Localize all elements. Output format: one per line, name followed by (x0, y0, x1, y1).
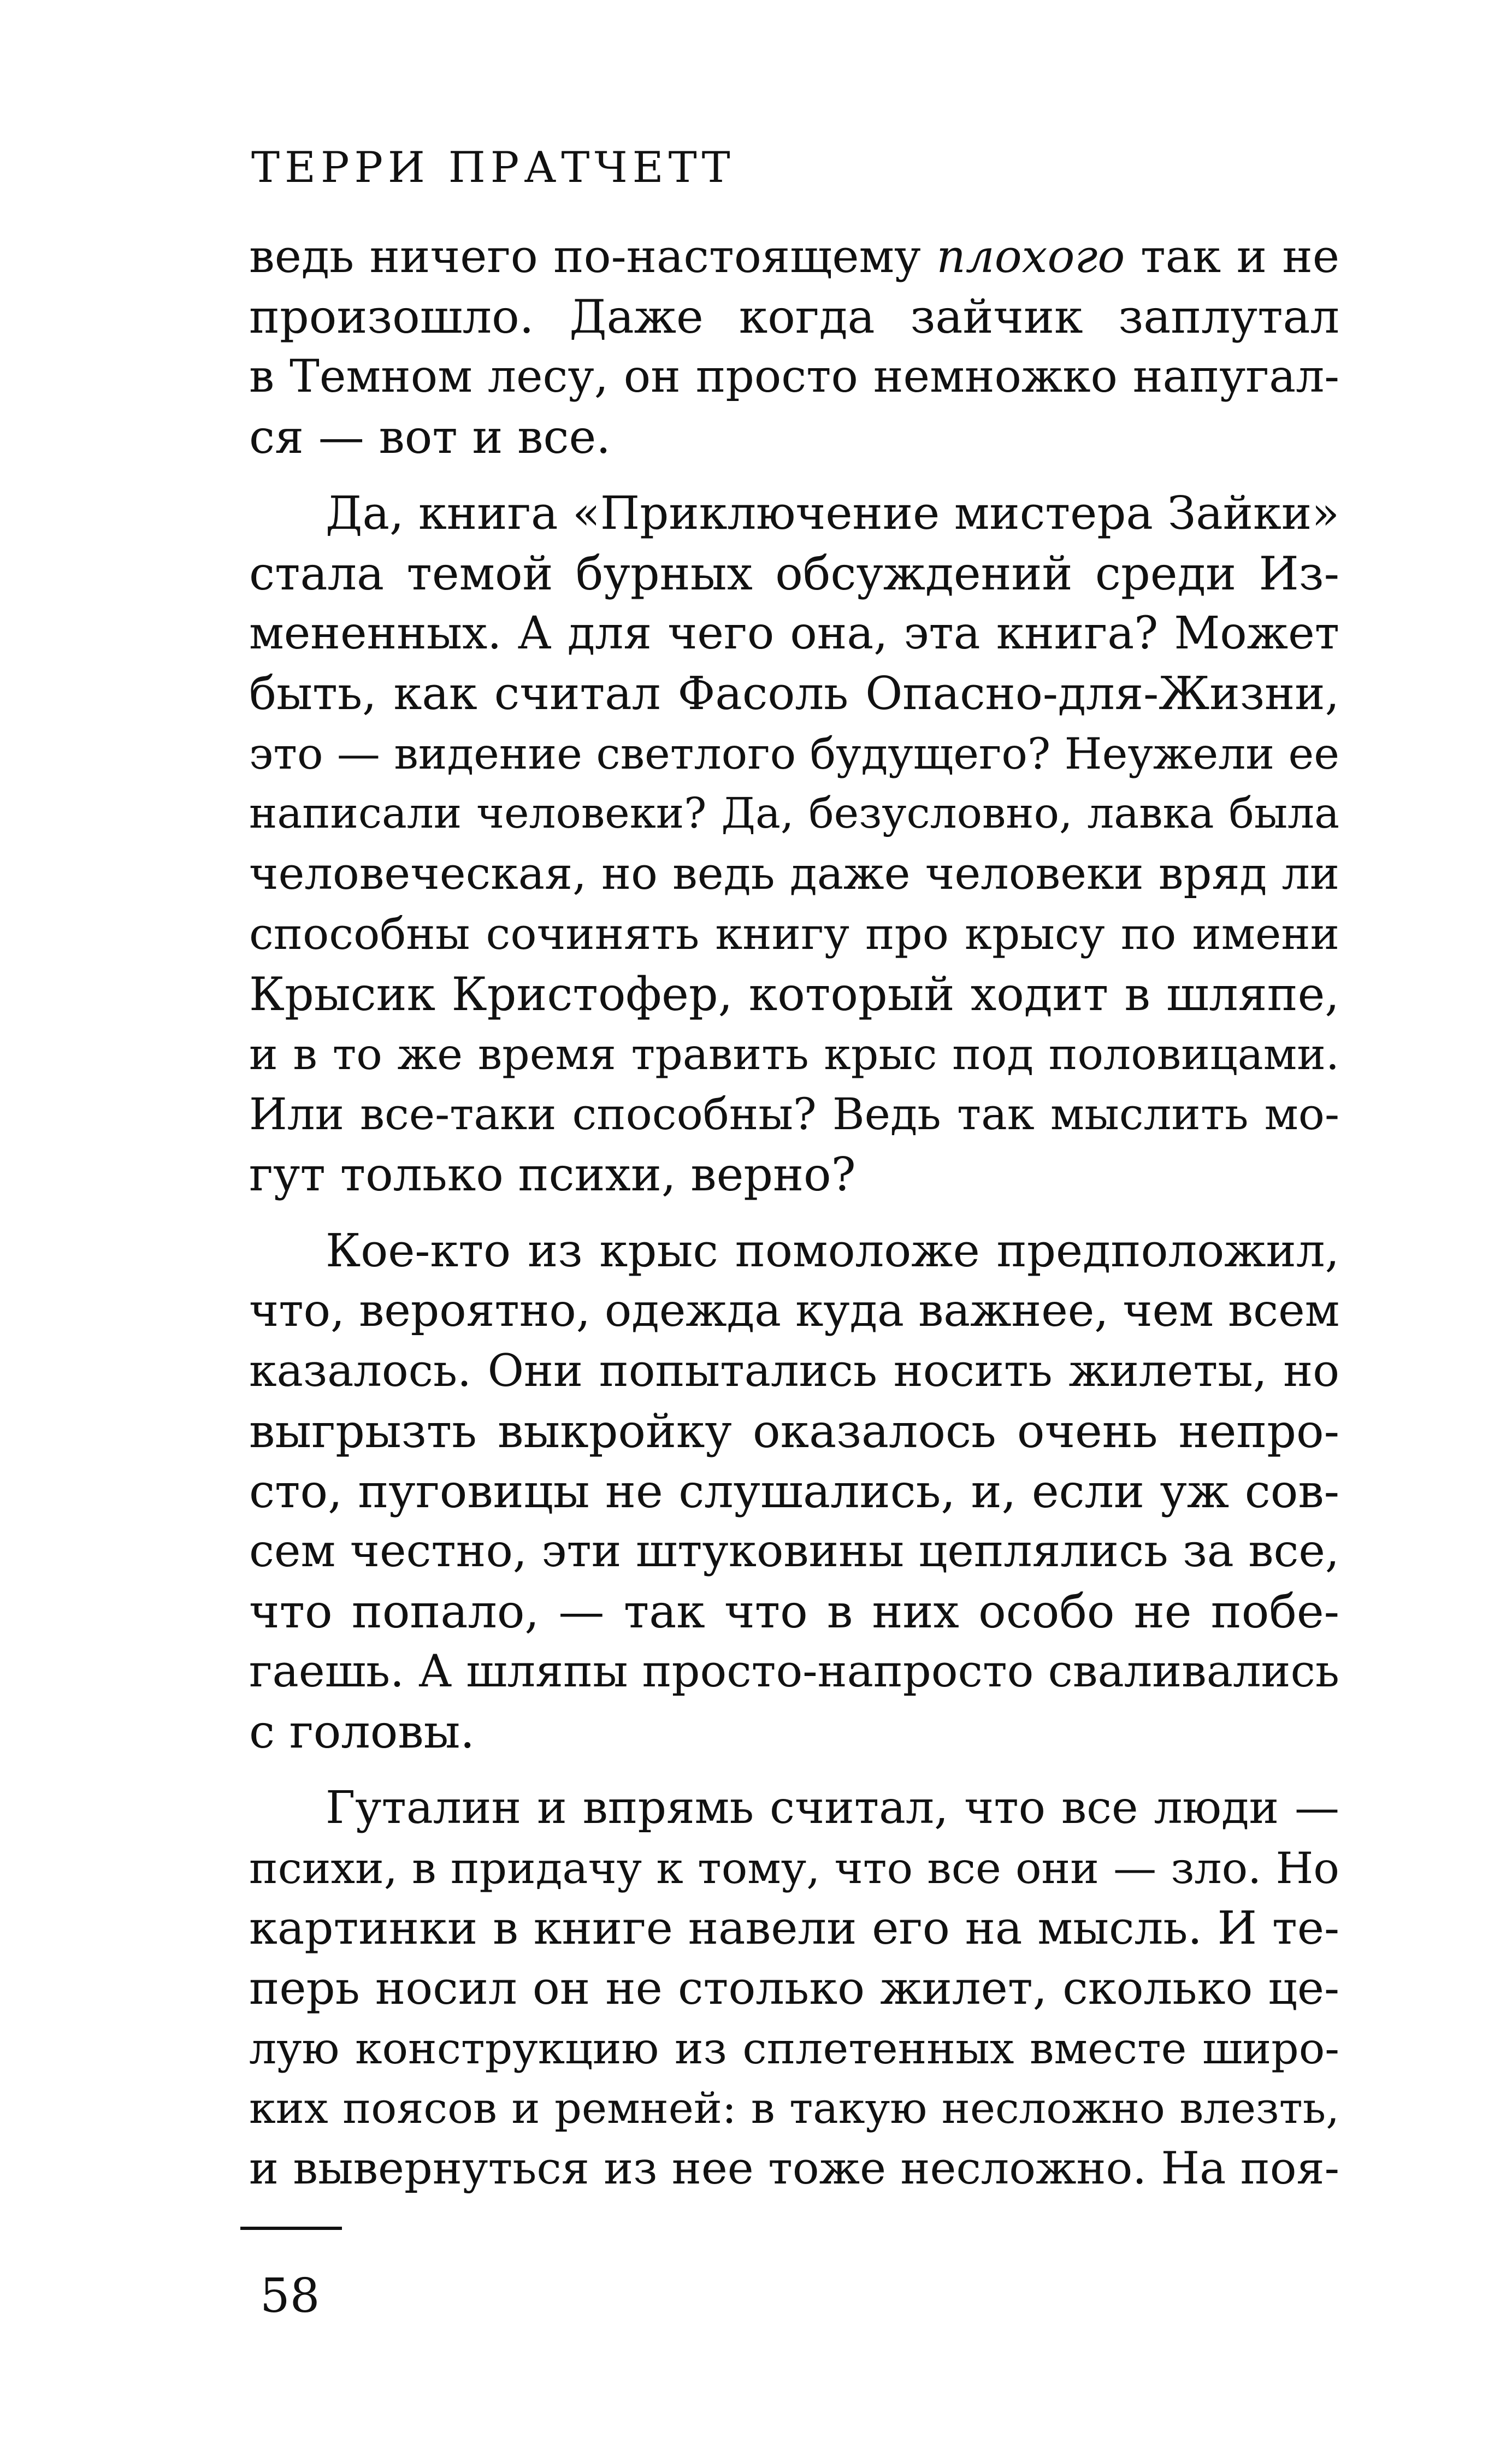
paragraph-4 (249, 1778, 1339, 2199)
text-line: что попало, — так что в них особо не побе- (249, 1585, 1339, 1638)
text-line: выгрызть выкройку оказалось очень непро- (249, 1405, 1339, 1458)
text-line: казалось. Они попытались носить жилеты, но (249, 1346, 1339, 1397)
footnote-rule (240, 2227, 342, 2230)
paragraph-3 (249, 1221, 1339, 1762)
text-line: Кое-кто из крыс помоложе предположил, (326, 1224, 1339, 1277)
paragraph-gap (249, 1762, 1339, 1778)
text-line: Крысик Кристофер, который ходит в шляпе, (249, 967, 1339, 1021)
text-line: сем честно, эти штуковины цеплялись за все, (249, 1525, 1339, 1577)
emphasis-word: плохого (936, 230, 1125, 283)
text-line: с головы. (249, 1705, 475, 1758)
text-line: ведь ничего по-настоящему плохого так и не (249, 230, 1339, 283)
text-line: ся — вот и все. (249, 410, 611, 464)
paragraph-gap (249, 467, 1339, 483)
text-line: картинки в книге навели его на мысль. И те- (249, 1902, 1339, 1955)
text-line: гут только психи, верно? (249, 1148, 856, 1201)
text-line: ких поясов и ремней: в такую несложно влезть, (249, 2084, 1339, 2133)
text-line: это — видение светлого будущего? Неужели ее (249, 729, 1339, 779)
body-text (249, 227, 1339, 2199)
text-line: Или все-таки способны? Ведь так мыслить мо- (249, 1089, 1339, 1140)
text-line: Да, книга «Приключение мистера Зайки» (326, 487, 1339, 540)
text-line: способны сочинять книгу про крысу по имени (249, 908, 1339, 959)
text-line: стала темой бурных обсуждений среди Из- (249, 547, 1339, 600)
text-line: и в то же время травить крыс под половицами. (249, 1029, 1339, 1079)
text-line: лую конструкцию из сплетенных вместе широ- (249, 2023, 1339, 2074)
text-line: сто, пуговицы не слушались, и, если уж сов- (249, 1465, 1339, 1518)
text-line: мененных. А для чего она, эта книга? Может (249, 607, 1339, 659)
running-head: ТЕРРИ ПРАТЧЕТТ (251, 143, 735, 192)
page-number: 58 (260, 2269, 320, 2323)
paragraph-gap (249, 1205, 1339, 1221)
paragraph-1 (249, 227, 1339, 467)
text-line: гаешь. А шляпы просто-напросто сваливались (249, 1646, 1339, 1697)
text-line: произошло. Даже когда зайчик заплутал (249, 290, 1339, 344)
text-line: что, вероятно, одежда куда важнее, чем всем (249, 1285, 1340, 1337)
paragraph-2 (249, 483, 1339, 1205)
text-line: написали человеки? Да, безусловно, лавка была (249, 789, 1339, 838)
text-line: в Темном лесу, он просто немножко напугал- (249, 351, 1339, 403)
text-line: и вывернуться из нее тоже несложно. На поя- (249, 2143, 1339, 2194)
text-line: человеческая, но ведь даже человеки вряд ли (249, 848, 1339, 900)
text-line: психи, в придачу к тому, что все они — зло. Но (249, 1843, 1339, 1893)
text-line: быть, как считал Фасоль Опасно-для-Жизни, (249, 667, 1339, 720)
text-line: Гуталин и впрямь считал, что все люди — (326, 1782, 1339, 1834)
text-line: перь носил он не столько жилет, сколько це- (249, 1962, 1339, 2015)
